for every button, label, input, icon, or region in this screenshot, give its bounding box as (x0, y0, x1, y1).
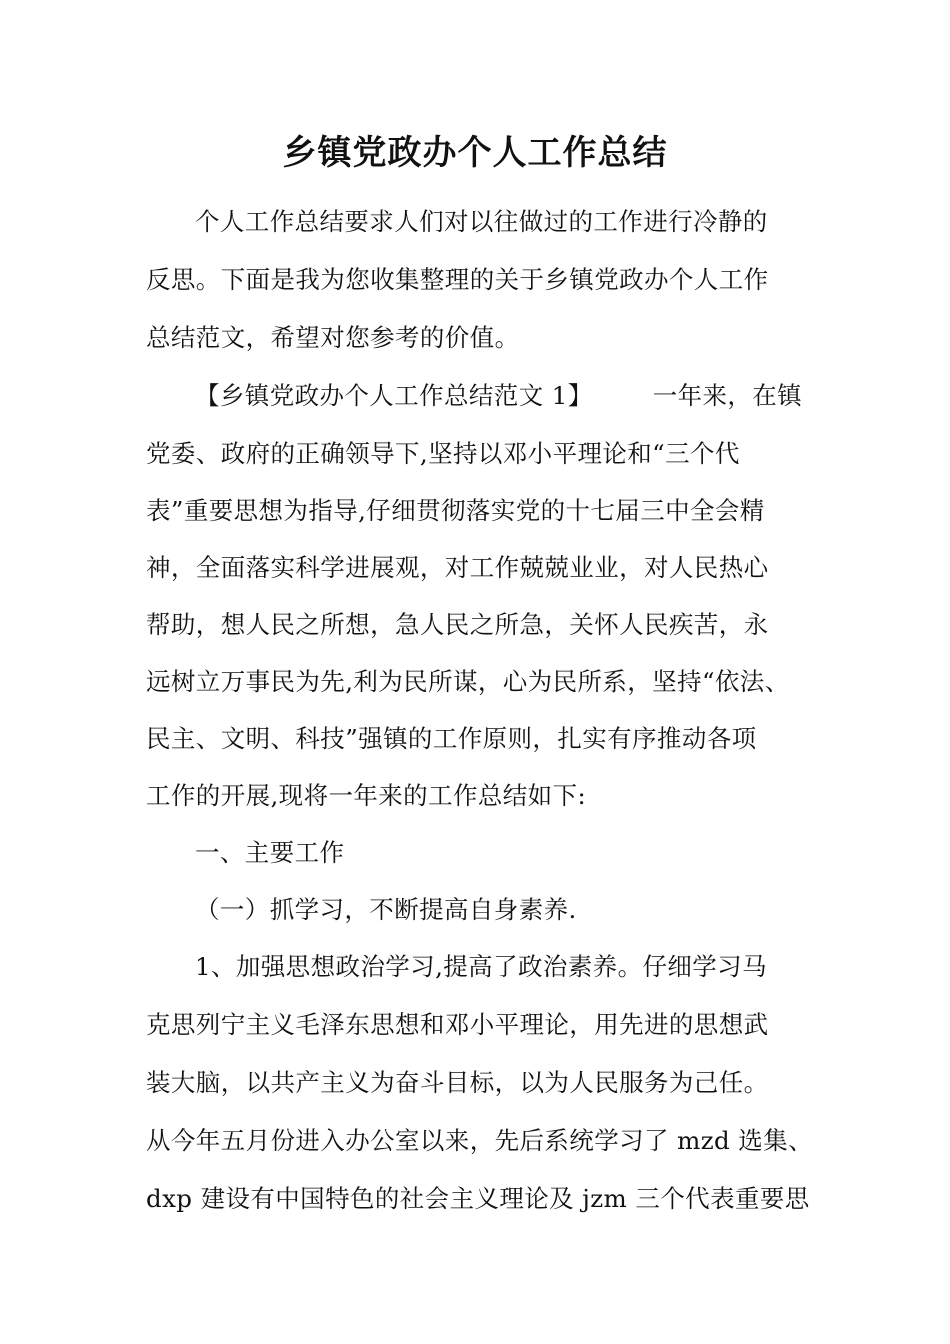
sample-heading-line (195, 367, 875, 425)
sample-line-5: 远树立万事民为先,利为民所谋，心为民所系，坚持“依法、 (146, 667, 790, 696)
item-line-5: dxp 建设有中国特色的社会主义理论及 jzm 三个代表重要思 (146, 1184, 810, 1213)
intro-line-2: 反思。下面是我为您收集整理的关于乡镇党政办个人工作 (146, 265, 769, 294)
sample-line-1: 党委、政府的正确领导下,坚持以邓小平理论和“三个代 (146, 439, 740, 468)
sample-line-4: 帮助，想人民之所想，急人民之所急，关怀人民疾苦，永 (146, 610, 769, 639)
item-line-1: 1、加强思想政治学习,提高了政治素养。仔细学习马 (195, 952, 767, 981)
sample-line-3: 神，全面落实科学进展观，对工作兢兢业业，对人民热心 (146, 553, 769, 582)
intro-line-1: 个人工作总结要求人们对以往做过的工作进行冷静的 (195, 207, 768, 236)
item-line-2: 克思列宁主义毛泽东思想和邓小平理论，用先进的思想武 (146, 1010, 769, 1039)
sample-first-line-rest: 一年来，在镇 (652, 381, 803, 410)
sample-line-7: 工作的开展,现将一年来的工作总结如下: (146, 781, 587, 810)
sample-heading: 【乡镇党政办个人工作总结范文 1】 (195, 381, 593, 410)
intro-line-3: 总结范文，希望对您参考的价值。 (146, 323, 520, 352)
item-line-4: 从今年五月份进入办公室以来，先后系统学习了 mzd 选集、 (146, 1126, 813, 1155)
document-title: 乡镇党政办个人工作总结 (282, 133, 668, 173)
sample-line-6: 民主、文明、科技”强镇的工作原则，扎实有序推动各项 (146, 724, 757, 753)
section-heading: 一、主要工作 (195, 838, 345, 867)
subsection-heading: （一）抓学习，不断提高自身素养. (195, 895, 577, 924)
item-line-3: 装大脑，以共产主义为奋斗目标，以为人民服务为己任。 (146, 1068, 769, 1097)
sample-line-2: 表”重要思想为指导,仔细贯彻落实党的十七届三中全会精 (146, 496, 765, 525)
